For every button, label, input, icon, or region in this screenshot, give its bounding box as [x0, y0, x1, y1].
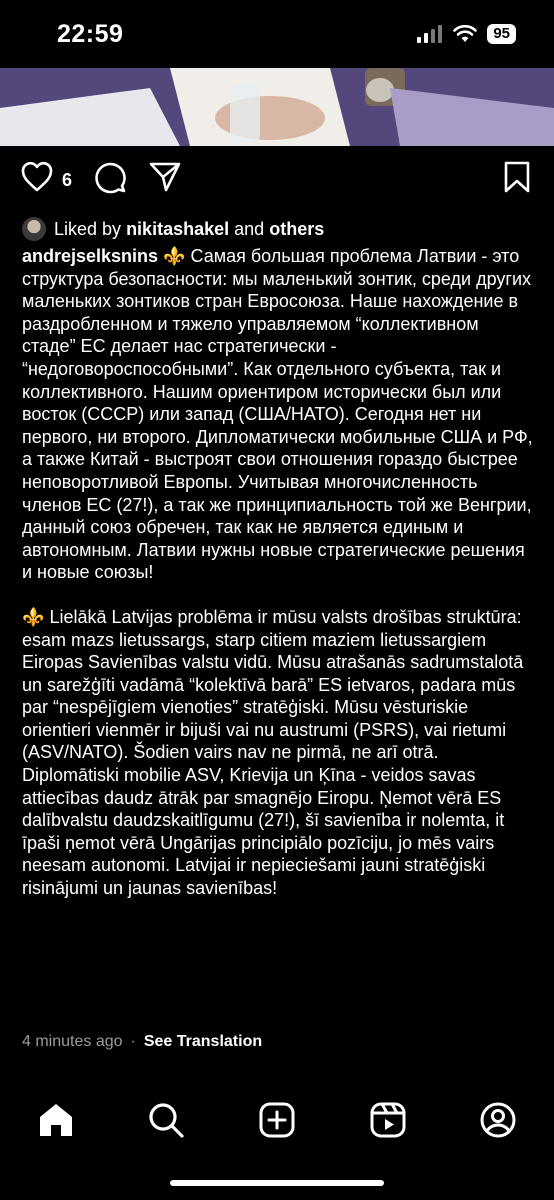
post-image[interactable]: [0, 68, 554, 146]
post-timestamp: 4 minutes ago: [22, 1033, 123, 1050]
caption-text-lv: Lielākā Latvijas problēma ir mūsu valsts drošības struktūra: esam mazs lietussargs, starp citiem maziem lietussargiem Eiropas Savienības valstu vidū. Mūsu atrašanās sadrumstalotā un sarežģīti vadāmā “kolektīvā barā” ES ietvaros, padara mūs par “nespējīgiem vienoties” stratēģiski. Mūsu vēsturiskie orientieri vienmēr ir bijuši vai nu austrumi (PSRS), vai rietumi (ASV/NATO). Šodien vairs nav ne pirmā, ne arī otrā. Diplomātiski mobilie ASV, Krievija un Ķīna - veidos savas attiecības daudz ātrāk par smagnējo Eiropu. Ņemot vērā ES dalībvalstu daudzskaitlīgumu (27!), šī savienība ir nolemta, it īpaši ņemot vērā Ungārijas principiālo pozīciju, jo mēs vairs neesam autonomi. Latvijai ir nepieciešami jauni stratēģiski risinājumi un jaunas savienības!: [22, 606, 524, 899]
post-meta-row: [22, 1033, 262, 1051]
post-caption: [22, 245, 537, 922]
profile-icon[interactable]: [478, 1100, 518, 1140]
post-image-art: [0, 68, 554, 146]
caption-paragraph-lv: [22, 606, 537, 900]
create-icon[interactable]: [257, 1100, 297, 1140]
status-indicators: [417, 24, 516, 44]
liked-by-others[interactable]: others: [269, 218, 325, 239]
caption-paragraph-ru: [22, 245, 537, 584]
liked-by-and: and: [234, 218, 265, 239]
bookmark-icon[interactable]: [502, 160, 532, 194]
liked-by-prefix: Liked by: [54, 218, 122, 239]
caption-username[interactable]: andrejselksnins: [22, 246, 159, 266]
signal-icon: [417, 25, 443, 43]
fleur-de-lis-icon: ⚜️: [163, 246, 186, 266]
status-bar: [0, 0, 554, 68]
meta-separator: ·: [130, 1033, 136, 1050]
liker-avatar[interactable]: [22, 217, 46, 241]
like-count[interactable]: 6: [62, 170, 73, 190]
search-icon[interactable]: [146, 1100, 186, 1140]
status-time: 22:59: [57, 20, 124, 48]
comment-icon[interactable]: [93, 160, 127, 194]
share-icon[interactable]: [148, 160, 182, 194]
post-action-bar: [0, 160, 554, 200]
wifi-icon: [453, 25, 477, 43]
reels-icon[interactable]: [368, 1100, 408, 1140]
caption-text-ru: Самая большая проблема Латвии - это структура безопасности: мы маленький зонтик, среди других маленьких зонтиков стран Евросоюза. Наше нахождение в раздробленном и тяжело управляемом “коллективном стаде” ЕС делает нас стратегически - “недоговороспособными”. Как отдельного субъекта, так и коллективного. Нашим ориентиром исторически был или восток (СССР) или запад (США/НАТО). Сегодня нет ни первого, ни второго. Дипломатически мобильные США и РФ, а также Китай - выстроят свои отношения гораздо быстрее неповоротливой Европы. Учитывая многочисленность членов ЕС (27!), а так же принципиальность той же Венгрии, данный союз обречен, так как не является единым и автономным. Латвии нужны новые стратегические решения и новые союзы!: [22, 246, 533, 583]
fleur-de-lis-icon-2: ⚜️: [22, 606, 45, 627]
liked-by-user[interactable]: nikitashakel: [126, 218, 230, 239]
battery-indicator: 95: [487, 24, 516, 44]
home-indicator[interactable]: [170, 1180, 384, 1186]
heart-icon[interactable]: [20, 160, 54, 194]
liked-by-row[interactable]: [22, 217, 324, 241]
see-translation-link[interactable]: See Translation: [143, 1033, 263, 1050]
home-icon[interactable]: [36, 1100, 76, 1140]
